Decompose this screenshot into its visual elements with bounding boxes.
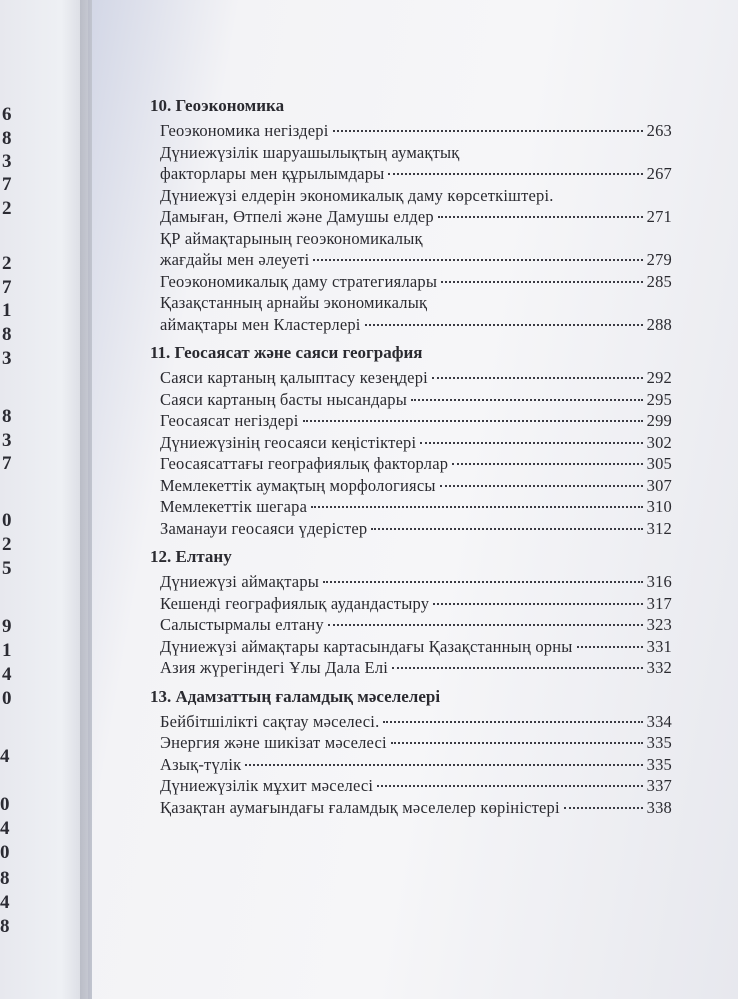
- toc-entry[interactable]: [150, 314, 672, 336]
- toc-page-number: 312: [646, 518, 672, 538]
- dot-leader: [577, 646, 643, 648]
- dot-leader: [383, 721, 642, 723]
- toc-entry-title: Энергия және шикізат мәселесі: [160, 733, 387, 752]
- toc-entry[interactable]: [150, 249, 672, 271]
- left-page-number: 4: [2, 664, 12, 685]
- left-page-number: 4: [0, 892, 10, 913]
- left-page-number: 9: [2, 616, 12, 637]
- dot-leader: [391, 742, 643, 744]
- toc-entry-title: Дүниежүзі аймақтары картасындағы Қазақстанның орны: [160, 636, 573, 656]
- dot-leader: [328, 624, 643, 626]
- dot-leader: [313, 259, 642, 261]
- toc-entry[interactable]: [150, 797, 672, 819]
- toc-entry[interactable]: [150, 754, 672, 776]
- toc-entry-title: Мемлекеттік аумақтың морфологиясы: [160, 475, 436, 495]
- toc-entry[interactable]: [150, 410, 672, 432]
- left-page-number: 1: [2, 640, 12, 661]
- toc-entry-title: факторлары мен құрылымдары: [160, 164, 385, 183]
- toc-page-number: 331: [646, 636, 672, 656]
- toc-entry-title: Дүниежүзілік шаруашылықтың аумақтық: [160, 142, 460, 162]
- dot-leader: [392, 667, 643, 669]
- toc-page-number: 316: [646, 572, 672, 591]
- toc-entry-title: аймақтары мен Кластерлері: [160, 314, 361, 334]
- left-page-number: 8: [0, 868, 10, 889]
- toc-entry[interactable]: [150, 475, 672, 497]
- toc-entry[interactable]: [150, 636, 672, 658]
- left-page-number: 2: [2, 253, 12, 274]
- left-page-number: 8: [2, 128, 12, 149]
- dot-leader: [333, 130, 643, 132]
- left-page-number: 7: [2, 277, 12, 298]
- left-page-number: 8: [2, 324, 12, 345]
- toc-entry-title: Мемлекеттік шегара: [160, 497, 308, 516]
- toc-entry-title: Қазақстанның арнайы экономикалық: [160, 293, 428, 312]
- toc-entry-line: [150, 185, 672, 207]
- dot-leader: [245, 764, 642, 766]
- toc-entry-title: Геоэкономика негіздері: [160, 121, 329, 140]
- toc-entry-line: [150, 228, 672, 250]
- toc-page-number: 337: [646, 776, 672, 795]
- toc-page-number: 302: [646, 432, 672, 452]
- dot-leader: [323, 581, 643, 583]
- left-page-number: 0: [0, 842, 10, 863]
- toc-entry-title: Азия жүрегіндегі Ұлы Дала Елі: [160, 658, 389, 677]
- toc-entry-title: Геоэкономикалық даму стратегиялары: [160, 271, 438, 291]
- toc-entry-line: [150, 142, 672, 164]
- toc-page-number: 338: [646, 797, 672, 817]
- dot-leader: [303, 420, 643, 422]
- toc-entry[interactable]: [150, 614, 672, 636]
- left-page-number: 4: [0, 746, 10, 767]
- dot-leader: [365, 324, 643, 326]
- left-page-number: 3: [2, 151, 12, 172]
- toc-entry[interactable]: [150, 206, 672, 228]
- toc-entry-title: ҚР аймақтарының геоэкономикалық: [160, 228, 423, 248]
- dot-leader: [452, 463, 642, 465]
- left-page-number: 2: [2, 198, 12, 219]
- section-heading: 13. Адамзаттың ғаламдық мәселелері: [150, 686, 441, 706]
- left-page: [0, 0, 88, 999]
- section-heading: 11. Геосаясат және саяси география: [150, 343, 423, 362]
- dot-leader: [432, 377, 643, 379]
- dot-leader: [441, 281, 643, 283]
- toc-page-number: 271: [646, 207, 672, 226]
- toc-entry[interactable]: [150, 163, 672, 185]
- toc-entry-title: Заманауи геосаяси үдерістер: [160, 518, 368, 538]
- toc-page-number: 288: [646, 314, 672, 334]
- section-heading: 10. Геоэкономика: [150, 96, 285, 115]
- toc-page-number: 307: [646, 475, 672, 495]
- toc-entry[interactable]: [150, 120, 672, 142]
- toc-page-number: 335: [646, 754, 672, 774]
- toc-entry[interactable]: [150, 389, 672, 411]
- left-page-number: 7: [2, 174, 12, 195]
- left-page-number: 1: [2, 300, 12, 321]
- toc-entry-title: Саяси картаның қалыптасу кезеңдері: [160, 368, 428, 387]
- toc-entry-title: Салыстырмалы елтану: [160, 615, 324, 634]
- toc-entry[interactable]: [150, 518, 672, 540]
- dot-leader: [420, 442, 642, 444]
- toc-entry-title: жағдайы мен әлеуеті: [160, 250, 310, 269]
- toc-entry-title: Геосаясат негіздері: [160, 411, 299, 430]
- left-page-number: 2: [2, 534, 12, 555]
- toc-entry[interactable]: [150, 732, 672, 754]
- toc-entry[interactable]: [150, 453, 672, 475]
- left-page-number: 8: [0, 916, 10, 937]
- toc-entry-title: Кешенді географиялық аудандастыру: [160, 593, 430, 613]
- dot-leader: [377, 785, 642, 787]
- toc-entry[interactable]: [150, 496, 672, 518]
- table-of-contents: [150, 92, 672, 818]
- left-page-number: 0: [2, 510, 12, 531]
- toc-entry-title: Дамыған, Өтпелі және Дамушы елдер: [160, 207, 434, 226]
- toc-entry[interactable]: [150, 711, 672, 733]
- left-page-number: 5: [2, 558, 12, 579]
- left-page-number: 6: [2, 104, 12, 125]
- section-heading: 12. Елтану: [150, 547, 232, 566]
- toc-page-number: 295: [646, 389, 672, 409]
- toc-page-number: 292: [646, 368, 672, 387]
- left-page-number: 3: [2, 430, 12, 451]
- toc-entry[interactable]: [150, 271, 672, 293]
- toc-entry-title: Азық-түлік: [160, 754, 242, 774]
- toc-entry-title: Саяси картаның басты нысандары: [160, 389, 408, 409]
- toc-page-number: 323: [646, 615, 672, 634]
- toc-entry[interactable]: [150, 367, 672, 389]
- toc-entry-title: Дүниежүзі елдерін экономикалық даму көрсеткіштері.: [160, 185, 554, 205]
- dot-leader: [388, 173, 642, 175]
- toc-page-number: 285: [646, 271, 672, 291]
- toc-entry[interactable]: [150, 593, 672, 615]
- dot-leader: [411, 399, 643, 401]
- toc-page-number: 317: [646, 593, 672, 613]
- toc-entry[interactable]: [150, 571, 672, 593]
- toc-page-number: 335: [646, 733, 672, 752]
- toc-page-number: 334: [646, 711, 672, 731]
- toc-entry[interactable]: [150, 775, 672, 797]
- toc-page-number: 305: [646, 454, 672, 473]
- toc-page-number: 267: [646, 164, 672, 183]
- toc-page-number: 263: [646, 121, 672, 140]
- toc-entry-title: Дүниежүзінің геосаяси кеңістіктері: [160, 432, 417, 452]
- left-page-number: 8: [2, 406, 12, 427]
- left-page-number: 3: [2, 348, 12, 369]
- left-page-number: 7: [2, 453, 12, 474]
- dot-leader: [440, 485, 643, 487]
- toc-page-number: 332: [646, 658, 672, 677]
- toc-entry-title: Дүниежүзілік мұхит мәселесі: [160, 776, 374, 795]
- toc-entry[interactable]: [150, 657, 672, 679]
- left-page-number: 4: [0, 818, 10, 839]
- dot-leader: [433, 603, 642, 605]
- dot-leader: [564, 807, 643, 809]
- toc-entry-title: Бейбітшілікті сақтау мәселесі.: [160, 711, 380, 731]
- left-page-number: 0: [2, 688, 12, 709]
- toc-entry-line: [150, 292, 672, 314]
- toc-page-number: 310: [646, 497, 672, 516]
- dot-leader: [371, 528, 642, 530]
- toc-entry[interactable]: [150, 432, 672, 454]
- dot-leader: [438, 216, 643, 218]
- toc-entry-title: Дүниежүзі аймақтары: [160, 572, 320, 591]
- toc-page-number: 299: [646, 411, 672, 430]
- toc-page-number: 279: [646, 250, 672, 269]
- left-page-number: 0: [0, 794, 10, 815]
- toc-entry-title: Геосаясаттағы географиялық факторлар: [160, 454, 449, 473]
- toc-entry-title: Қазақтан аумағындағы ғаламдық мәселелер көріністері: [160, 797, 560, 817]
- dot-leader: [311, 506, 642, 508]
